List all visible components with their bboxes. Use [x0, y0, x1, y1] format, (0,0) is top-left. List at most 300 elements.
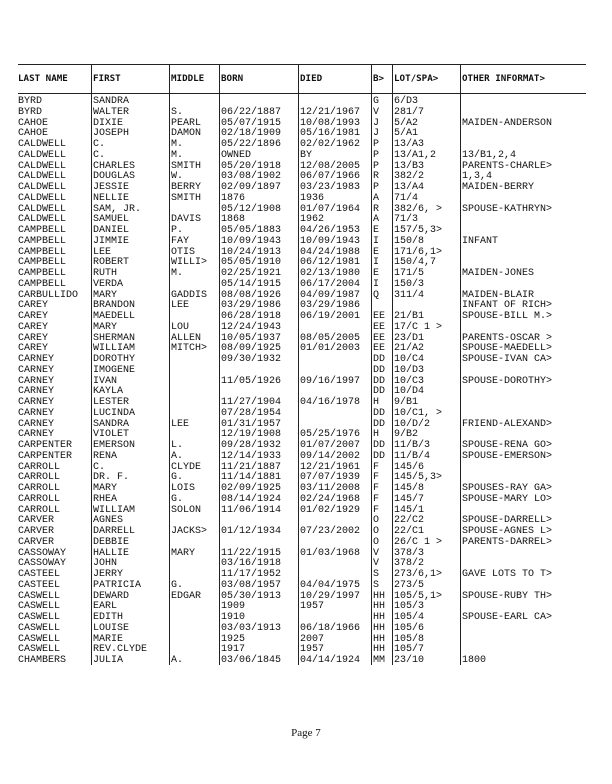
- lot-space-cell: 21/A2: [394, 343, 425, 355]
- last-name-cell: CARNEY: [18, 397, 55, 408]
- lot-space-cell: 5/A2: [394, 117, 419, 129]
- born-date-cell: 03/08/1957: [221, 579, 282, 591]
- born-date-cell: 05/14/1915: [221, 278, 282, 290]
- block-cell: V: [373, 547, 380, 559]
- lot-space-cell: 145/6: [394, 461, 425, 473]
- lot-space-cell: 23/10: [394, 655, 425, 666]
- last-name-cell: CARNEY: [18, 418, 55, 430]
- last-name-cell: CARNEY: [18, 407, 55, 419]
- died-date-cell: 04/09/1987: [300, 289, 361, 301]
- header-lot-space: LOT/SPA>: [394, 73, 439, 84]
- block-cell: A: [373, 192, 380, 204]
- lot-space-cell: 105/3: [394, 601, 425, 613]
- last-name-cell: CARROLL: [18, 504, 61, 516]
- first-name-cell: DOUGLAS: [93, 171, 136, 183]
- lot-space-cell: 17/C 1 >: [394, 321, 443, 333]
- table-row: [18, 452, 586, 463]
- header-other-information: OTHER INFORMAT>: [462, 73, 545, 84]
- other-information-cell: PARENTS-CHARLE>: [462, 160, 553, 172]
- last-name-cell: CASWELL: [18, 612, 61, 623]
- born-date-cell: 10/05/1937: [221, 332, 282, 344]
- lot-space-cell: 150/3: [394, 278, 425, 290]
- lot-space-cell: 145/5,3>: [394, 472, 443, 484]
- first-name-cell: MARY: [93, 289, 118, 301]
- last-name-cell: CARPENTER: [18, 450, 73, 462]
- block-cell: O: [373, 536, 380, 548]
- block-cell: H: [373, 397, 380, 408]
- first-name-cell: JULIA: [93, 655, 124, 666]
- lot-space-cell: 378/2: [394, 558, 425, 570]
- died-date-cell: 06/18/1966: [300, 622, 361, 634]
- table-row: [18, 656, 586, 667]
- table-row: [18, 323, 586, 334]
- last-name-cell: BYRD: [18, 106, 43, 118]
- block-cell: HH: [373, 644, 386, 656]
- lot-space-cell: 171/6,1>: [394, 246, 443, 258]
- last-name-cell: CAREY: [18, 332, 49, 344]
- middle-name-cell: SMITH: [171, 160, 202, 172]
- born-date-cell: 05/22/1896: [221, 139, 282, 150]
- lot-space-cell: 105/8: [394, 633, 425, 645]
- last-name-cell: CALDWELL: [18, 171, 67, 183]
- last-name-cell: CASSOWAY: [18, 558, 67, 570]
- table-body: [18, 97, 586, 667]
- first-name-cell: LUCINDA: [93, 407, 136, 419]
- lot-space-cell: 105/4: [394, 612, 425, 623]
- block-cell: F: [373, 493, 380, 505]
- other-information-cell: INFANT OF RICH>: [462, 300, 553, 312]
- other-information-cell: PARENTS-DARREL>: [462, 536, 553, 548]
- died-date-cell: 06/07/1966: [300, 171, 361, 183]
- lot-space-cell: 13/B3: [394, 160, 425, 172]
- born-date-cell: 06/28/1918: [221, 311, 282, 322]
- died-date-cell: 05/25/1976: [300, 429, 361, 441]
- block-cell: E: [373, 225, 380, 236]
- last-name-cell: CALDWELL: [18, 192, 67, 204]
- middle-name-cell: S.: [171, 106, 184, 118]
- first-name-cell: RENA: [93, 450, 118, 462]
- first-name-cell: VIOLET: [93, 429, 130, 441]
- born-date-cell: 08/08/1926: [221, 289, 282, 301]
- middle-name-cell: SOLON: [171, 504, 202, 516]
- column-divider: [371, 64, 372, 665]
- last-name-cell: CAMPBELL: [18, 278, 67, 290]
- lot-space-cell: 382/2: [394, 171, 425, 183]
- last-name-cell: CASWELL: [18, 601, 61, 613]
- last-name-cell: CALDWELL: [18, 149, 67, 161]
- cemetery-record-table: [18, 64, 586, 667]
- first-name-cell: JOSEPH: [93, 128, 130, 140]
- block-cell: P: [373, 182, 380, 193]
- lot-space-cell: 10/D/2: [394, 418, 431, 430]
- died-date-cell: 09/14/2002: [300, 450, 361, 462]
- born-date-cell: 1876: [221, 192, 246, 204]
- lot-space-cell: 378/3: [394, 547, 425, 559]
- born-date-cell: 10/09/1943: [221, 235, 282, 247]
- other-information-cell: MAIDEN-ANDERSON: [462, 117, 553, 129]
- died-date-cell: 09/16/1997: [300, 375, 361, 387]
- last-name-cell: CARBULLIDO: [18, 289, 79, 301]
- table-row: [18, 194, 586, 205]
- lot-space-cell: 273/5: [394, 579, 425, 591]
- lot-space-cell: 71/4: [394, 192, 419, 204]
- other-information-cell: 1800: [462, 655, 487, 666]
- first-name-cell: HALLIE: [93, 547, 130, 559]
- first-name-cell: LOUISE: [93, 622, 130, 634]
- column-divider: [392, 64, 393, 665]
- last-name-cell: CARNEY: [18, 429, 55, 441]
- died-date-cell: 05/16/1981: [300, 128, 361, 140]
- died-date-cell: 10/29/1997: [300, 590, 361, 602]
- middle-name-cell: M.: [171, 139, 184, 150]
- other-information-cell: SPOUSES-RAY GA>: [462, 483, 553, 494]
- middle-name-cell: LEE: [171, 418, 190, 430]
- first-name-cell: DEWARD: [93, 590, 130, 602]
- born-date-cell: 02/25/1921: [221, 268, 282, 279]
- other-information-cell: MAIDEN-BLAIR: [462, 289, 535, 301]
- died-date-cell: 1957: [300, 601, 325, 613]
- other-information-cell: GAVE LOTS TO T>: [462, 569, 553, 580]
- last-name-cell: CALDWELL: [18, 139, 67, 150]
- last-name-cell: CARNEY: [18, 354, 55, 365]
- other-information-cell: INFANT: [462, 235, 499, 247]
- first-name-cell: MAEDELL: [93, 311, 136, 322]
- died-date-cell: 1936: [300, 192, 325, 204]
- born-date-cell: 1925: [221, 633, 246, 645]
- born-date-cell: 11/06/1914: [221, 504, 282, 516]
- first-name-cell: ROBERT: [93, 257, 130, 269]
- last-name-cell: CAREY: [18, 300, 49, 312]
- last-name-cell: CARVER: [18, 515, 55, 527]
- died-date-cell: 1962: [300, 214, 325, 226]
- lot-space-cell: 13/A3: [394, 139, 425, 150]
- last-name-cell: CAMPBELL: [18, 257, 67, 269]
- lot-space-cell: 10/C1, >: [394, 407, 443, 419]
- block-cell: HH: [373, 590, 386, 602]
- born-date-cell: 08/14/1924: [221, 493, 282, 505]
- first-name-cell: KAYLA: [93, 386, 124, 398]
- block-cell: H: [373, 429, 380, 441]
- lot-space-cell: 145/1: [394, 504, 425, 516]
- born-date-cell: 08/09/1925: [221, 343, 282, 355]
- born-date-cell: 11/14/1881: [221, 472, 282, 484]
- middle-name-cell: MARY: [171, 547, 196, 559]
- died-date-cell: 12/21/1961: [300, 461, 361, 473]
- lot-space-cell: 105/5,1>: [394, 590, 443, 602]
- lot-space-cell: 22/C2: [394, 515, 425, 527]
- died-date-cell: 10/09/1943: [300, 235, 361, 247]
- block-cell: HH: [373, 601, 386, 613]
- lot-space-cell: 23/D1: [394, 332, 425, 344]
- header-middle: MIDDLE: [171, 73, 205, 84]
- lot-space-cell: 145/7: [394, 493, 425, 505]
- block-cell: E: [373, 268, 380, 279]
- first-name-cell: C.: [93, 139, 106, 150]
- block-cell: P: [373, 149, 380, 161]
- born-date-cell: 1917: [221, 644, 246, 656]
- block-cell: F: [373, 472, 380, 484]
- first-name-cell: LEE: [93, 246, 112, 258]
- other-information-cell: SPOUSE-BILL M.>: [462, 311, 553, 322]
- last-name-cell: CARNEY: [18, 364, 55, 376]
- last-name-cell: CARROLL: [18, 472, 61, 484]
- middle-name-cell: ALLEN: [171, 332, 202, 344]
- first-name-cell: DANIEL: [93, 225, 130, 236]
- middle-name-cell: A.: [171, 655, 184, 666]
- middle-name-cell: BERRY: [171, 182, 202, 193]
- middle-name-cell: CLYDE: [171, 461, 202, 473]
- last-name-cell: CASSOWAY: [18, 547, 67, 559]
- middle-name-cell: JACKS>: [171, 526, 208, 537]
- first-name-cell: SAM, JR.: [93, 203, 142, 215]
- first-name-cell: C.: [93, 461, 106, 473]
- header-block: B>: [373, 73, 385, 84]
- header-born: BORN: [221, 73, 244, 84]
- first-name-cell: WALTER: [93, 106, 130, 118]
- last-name-cell: BYRD: [18, 96, 43, 107]
- first-name-cell: SHERMAN: [93, 332, 136, 344]
- lot-space-cell: 22/C1: [394, 526, 425, 537]
- column-divider: [91, 64, 92, 665]
- born-date-cell: 06/22/1887: [221, 106, 282, 118]
- header-last-name: LAST NAME: [18, 73, 68, 84]
- first-name-cell: JOHN: [93, 558, 118, 570]
- born-date-cell: 02/09/1925: [221, 483, 282, 494]
- died-date-cell: 03/29/1986: [300, 300, 361, 312]
- born-date-cell: 05/20/1918: [221, 160, 282, 172]
- first-name-cell: EMERSON: [93, 440, 136, 451]
- lot-space-cell: 9/B2: [394, 429, 419, 441]
- other-information-cell: SPOUSE-MAEDELL>: [462, 343, 553, 355]
- born-date-cell: OWNED: [221, 149, 252, 161]
- first-name-cell: SANDRA: [93, 96, 130, 107]
- other-information-cell: SPOUSE-RUBY TH>: [462, 590, 553, 602]
- middle-name-cell: SMITH: [171, 192, 202, 204]
- middle-name-cell: PEARL: [171, 117, 202, 129]
- lot-space-cell: 13/A4: [394, 182, 425, 193]
- other-information-cell: SPOUSE-DOROTHY>: [462, 375, 553, 387]
- first-name-cell: CHARLES: [93, 160, 136, 172]
- died-date-cell: 01/01/2003: [300, 343, 361, 355]
- first-name-cell: SANDRA: [93, 418, 130, 430]
- block-cell: I: [373, 235, 380, 247]
- block-cell: DD: [373, 364, 386, 376]
- last-name-cell: CALDWELL: [18, 214, 67, 226]
- block-cell: F: [373, 483, 380, 494]
- first-name-cell: RHEA: [93, 493, 118, 505]
- block-cell: F: [373, 504, 380, 516]
- other-information-cell: SPOUSE-EMERSON>: [462, 450, 553, 462]
- other-information-cell: SPOUSE-IVAN CA>: [462, 354, 553, 365]
- first-name-cell: EDITH: [93, 612, 124, 623]
- last-name-cell: CAREY: [18, 321, 49, 333]
- born-date-cell: 12/19/1908: [221, 429, 282, 441]
- lot-space-cell: 281/7: [394, 106, 425, 118]
- lot-space-cell: 10/D4: [394, 386, 425, 398]
- first-name-cell: DR. F.: [93, 472, 130, 484]
- born-date-cell: 1868: [221, 214, 246, 226]
- first-name-cell: RUTH: [93, 268, 118, 279]
- died-date-cell: 08/05/2005: [300, 332, 361, 344]
- last-name-cell: CAREY: [18, 311, 49, 322]
- born-date-cell: 01/31/1957: [221, 418, 282, 430]
- block-cell: O: [373, 526, 380, 537]
- header-died: DIED: [300, 73, 323, 84]
- born-date-cell: 11/05/1926: [221, 375, 282, 387]
- first-name-cell: VERDA: [93, 278, 124, 290]
- middle-name-cell: G.: [171, 472, 184, 484]
- other-information-cell: FRIEND-ALEXAND>: [462, 418, 553, 430]
- died-date-cell: 06/12/1981: [300, 257, 361, 269]
- middle-name-cell: LEE: [171, 300, 190, 312]
- born-date-cell: 03/08/1902: [221, 171, 282, 183]
- died-date-cell: 2007: [300, 633, 325, 645]
- first-name-cell: LESTER: [93, 397, 130, 408]
- block-cell: DD: [373, 418, 386, 430]
- lot-space-cell: 311/4: [394, 289, 425, 301]
- block-cell: DD: [373, 450, 386, 462]
- died-date-cell: 02/02/1962: [300, 139, 361, 150]
- block-cell: P: [373, 139, 380, 150]
- last-name-cell: CAREY: [18, 343, 49, 355]
- middle-name-cell: G.: [171, 493, 184, 505]
- table-row: [18, 366, 586, 377]
- last-name-cell: CAHOE: [18, 117, 49, 129]
- table-row: [18, 151, 586, 162]
- died-date-cell: 12/08/2005: [300, 160, 361, 172]
- block-cell: P: [373, 160, 380, 172]
- middle-name-cell: LOU: [171, 321, 190, 333]
- died-date-cell: 01/07/1964: [300, 203, 361, 215]
- lot-space-cell: 10/C3: [394, 375, 425, 387]
- middle-name-cell: GADDIS: [171, 289, 208, 301]
- first-name-cell: WILLIAM: [93, 343, 136, 355]
- block-cell: J: [373, 128, 380, 140]
- born-date-cell: 1909: [221, 601, 246, 613]
- middle-name-cell: OTIS: [171, 246, 196, 258]
- lot-space-cell: 157/5,3>: [394, 225, 443, 236]
- lot-space-cell: 26/C 1 >: [394, 536, 443, 548]
- last-name-cell: CAHOE: [18, 128, 49, 140]
- last-name-cell: CASTEEL: [18, 569, 61, 580]
- born-date-cell: 03/03/1913: [221, 622, 282, 634]
- last-name-cell: CASWELL: [18, 633, 61, 645]
- block-cell: EE: [373, 311, 386, 322]
- lot-space-cell: 9/B1: [394, 397, 419, 408]
- column-divider: [169, 64, 170, 665]
- block-cell: MM: [373, 655, 386, 666]
- lot-space-cell: 10/D3: [394, 364, 425, 376]
- lot-space-cell: 5/A1: [394, 128, 419, 140]
- last-name-cell: CASWELL: [18, 590, 61, 602]
- born-date-cell: 12/14/1933: [221, 450, 282, 462]
- table-row: [18, 538, 586, 549]
- died-date-cell: 04/04/1975: [300, 579, 361, 591]
- lot-space-cell: 10/C4: [394, 354, 425, 365]
- other-information-cell: SPOUSE-DARRELL>: [462, 515, 553, 527]
- lot-space-cell: 382/6, >: [394, 203, 443, 215]
- block-cell: DD: [373, 386, 386, 398]
- born-date-cell: 05/12/1908: [221, 203, 282, 215]
- block-cell: S: [373, 569, 380, 580]
- last-name-cell: CHAMBERS: [18, 655, 67, 666]
- born-date-cell: 11/17/1952: [221, 569, 282, 580]
- lot-space-cell: 171/5: [394, 268, 425, 279]
- lot-space-cell: 13/A1,2: [394, 149, 437, 161]
- first-name-cell: C.: [93, 149, 106, 161]
- middle-name-cell: FAY: [171, 235, 190, 247]
- lot-space-cell: 150/8: [394, 235, 425, 247]
- died-date-cell: 03/23/1983: [300, 182, 361, 193]
- first-name-cell: DEBBIE: [93, 536, 130, 548]
- block-cell: HH: [373, 612, 386, 623]
- block-cell: DD: [373, 354, 386, 365]
- block-cell: DD: [373, 407, 386, 419]
- column-divider: [298, 64, 299, 665]
- lot-space-cell: 6/D3: [394, 96, 419, 107]
- died-date-cell: 06/19/2001: [300, 311, 361, 322]
- born-date-cell: 03/16/1918: [221, 558, 282, 570]
- born-date-cell: 02/09/1897: [221, 182, 282, 193]
- block-cell: EE: [373, 332, 386, 344]
- middle-name-cell: WILLI>: [171, 257, 208, 269]
- died-date-cell: 01/02/1929: [300, 504, 361, 516]
- born-date-cell: 05/07/1915: [221, 117, 282, 129]
- table-row: [18, 495, 586, 506]
- middle-name-cell: M.: [171, 149, 184, 161]
- first-name-cell: MARIE: [93, 633, 124, 645]
- first-name-cell: MARY: [93, 483, 118, 494]
- born-date-cell: 03/29/1986: [221, 300, 282, 312]
- other-information-cell: 1,3,4: [462, 171, 493, 183]
- last-name-cell: CALDWELL: [18, 203, 67, 215]
- last-name-cell: CASWELL: [18, 644, 61, 656]
- table-row: [18, 409, 586, 420]
- last-name-cell: CASTEEL: [18, 579, 61, 591]
- other-information-cell: SPOUSE-MARY LO>: [462, 493, 553, 505]
- first-name-cell: WILLIAM: [93, 504, 136, 516]
- block-cell: DD: [373, 440, 386, 451]
- died-date-cell: BY: [300, 149, 313, 161]
- last-name-cell: CARROLL: [18, 493, 61, 505]
- first-name-cell: AGNES: [93, 515, 124, 527]
- born-date-cell: 11/22/1915: [221, 547, 282, 559]
- first-name-cell: DARRELL: [93, 526, 136, 537]
- last-name-cell: CARROLL: [18, 483, 61, 494]
- lot-space-cell: 105/6: [394, 622, 425, 634]
- block-cell: EE: [373, 321, 386, 333]
- table-row: [18, 108, 586, 119]
- table-row: [18, 237, 586, 248]
- died-date-cell: 10/08/1993: [300, 117, 361, 129]
- died-date-cell: 01/07/2007: [300, 440, 361, 451]
- first-name-cell: EARL: [93, 601, 118, 613]
- other-information-cell: SPOUSE-KATHRYN>: [462, 203, 553, 215]
- block-cell: E: [373, 246, 380, 258]
- last-name-cell: CAMPBELL: [18, 225, 67, 236]
- middle-name-cell: DAMON: [171, 128, 202, 140]
- middle-name-cell: P.: [171, 225, 184, 236]
- last-name-cell: CAMPBELL: [18, 235, 67, 247]
- table-row: [18, 624, 586, 635]
- middle-name-cell: A.: [171, 450, 184, 462]
- died-date-cell: 07/07/1939: [300, 472, 361, 484]
- lot-space-cell: 71/3: [394, 214, 419, 226]
- first-name-cell: JIMMIE: [93, 235, 130, 247]
- lot-space-cell: 21/B1: [394, 311, 425, 322]
- died-date-cell: 03/11/2008: [300, 483, 361, 494]
- died-date-cell: 07/23/2002: [300, 526, 361, 537]
